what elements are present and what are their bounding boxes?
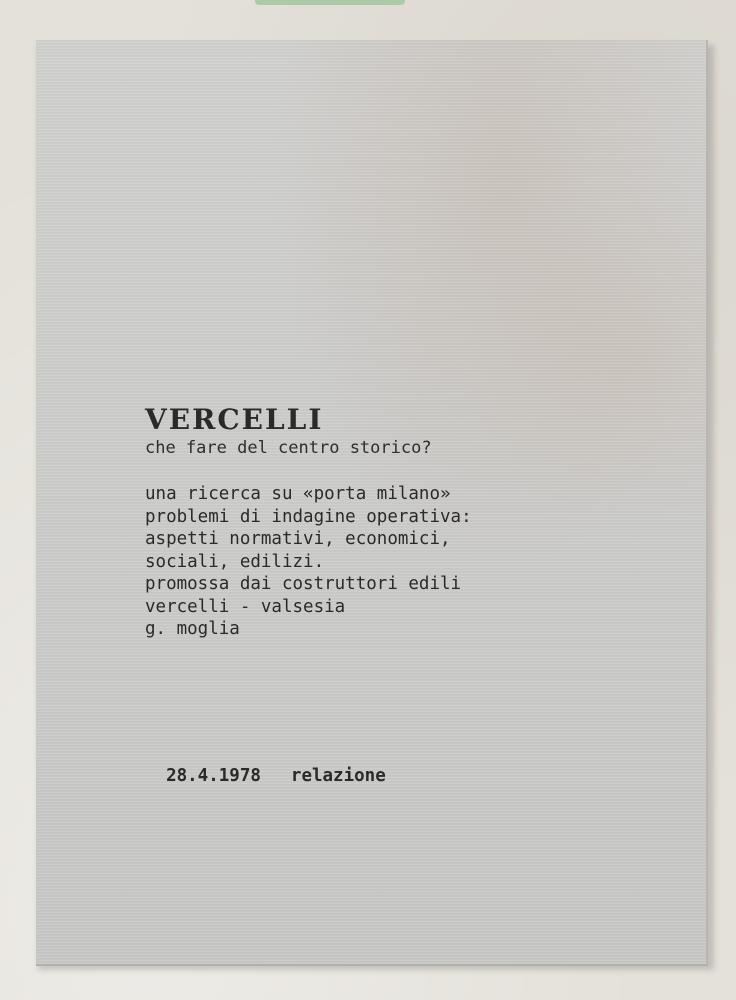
description-line: vercelli - valsesia — [145, 596, 346, 617]
cover-description — [145, 483, 472, 641]
cover-date: 28.4.1978 — [166, 766, 261, 786]
author-line: g. moglia — [145, 619, 240, 639]
description-line: problemi di indagine operativa: — [145, 506, 472, 527]
cover-label: relazione — [290, 766, 386, 786]
description-line: sociali, edilizi. — [145, 551, 325, 572]
description-line: promossa dai costruttori edili — [145, 574, 462, 594]
cover-subtitle: che fare del centro storico? — [145, 438, 432, 458]
cover-title: VERCELLI — [145, 403, 324, 436]
cover-text-block — [145, 403, 472, 641]
cover-footer — [145, 746, 386, 786]
description-line: aspetti normativi, economici, — [145, 529, 451, 549]
paper-scrap — [255, 0, 405, 5]
description-line: una ricerca su «porta milano» — [145, 484, 451, 504]
